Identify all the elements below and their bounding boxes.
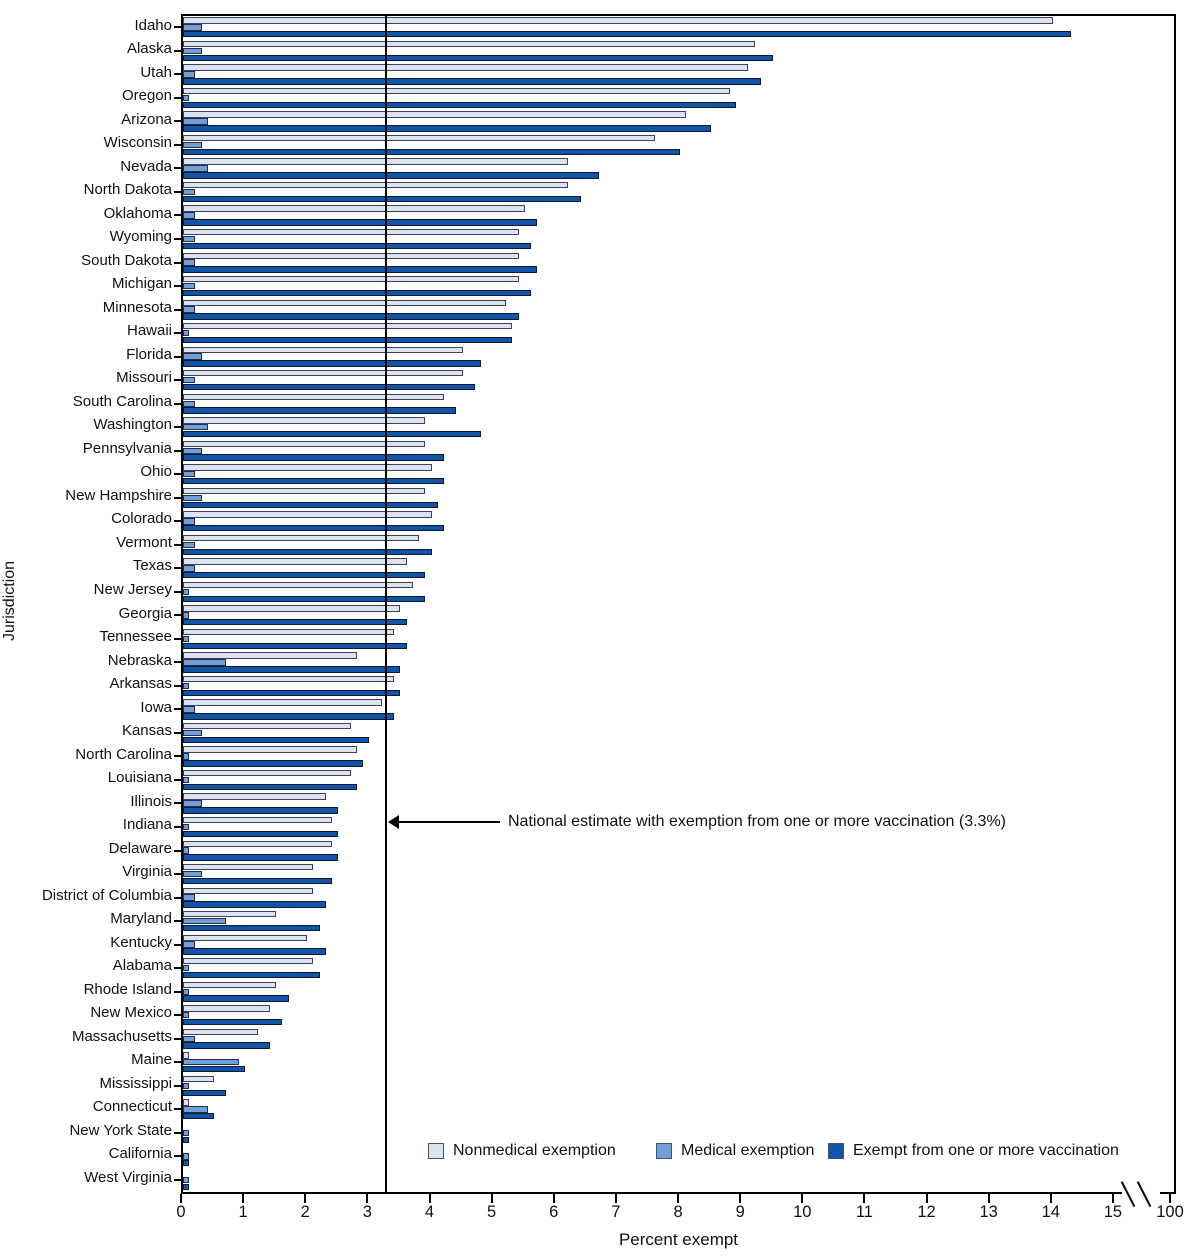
bar-nonmedical [183, 535, 419, 541]
bar-nonmedical [183, 629, 394, 635]
bar-nonmedical [183, 205, 525, 211]
y-tick-label: Minnesota [102, 298, 172, 316]
y-tick-label: Louisiana [107, 769, 172, 787]
y-tick-label: Idaho [134, 16, 172, 34]
bar-any [183, 854, 338, 860]
y-tick [174, 944, 181, 946]
y-tick-label: Delaware [108, 839, 172, 857]
x-tick [988, 1194, 990, 1203]
y-tick [174, 661, 181, 663]
bar-any [183, 784, 357, 790]
bar-any [183, 948, 326, 954]
bar-nonmedical [183, 229, 519, 235]
bar-nonmedical [183, 370, 463, 376]
bar-nonmedical [183, 253, 519, 259]
y-tick-label: Michigan [111, 275, 172, 293]
bar-any [183, 149, 680, 155]
bar-medical [183, 259, 195, 265]
x-tick [1050, 1194, 1052, 1203]
bar-nonmedical [183, 323, 512, 329]
y-tick-label: Vermont [116, 533, 172, 551]
bar-medical [183, 777, 189, 783]
x-tick-label: 6 [549, 1203, 559, 1221]
bar-nonmedical [183, 347, 463, 353]
bar-medical [183, 471, 195, 477]
bar-medical [183, 189, 195, 195]
y-tick-label: Maine [131, 1051, 172, 1069]
y-tick-label: Washington [93, 416, 172, 434]
bar-any [183, 478, 444, 484]
bar-any [183, 431, 481, 437]
bar-medical [183, 612, 189, 618]
y-tick-label: New Mexico [90, 1004, 172, 1022]
y-tick [174, 26, 181, 28]
bar-medical [183, 448, 202, 454]
bar-nonmedical [183, 88, 730, 94]
y-tick [174, 708, 181, 710]
bar-medical [183, 1130, 189, 1136]
legend-label: Nonmedical exemption [453, 1142, 616, 1159]
bar-medical [183, 1153, 189, 1159]
bar-any [183, 525, 444, 531]
x-tick [739, 1194, 741, 1203]
bar-any [183, 549, 432, 555]
y-tick [174, 356, 181, 358]
arrow-shaft [397, 821, 500, 823]
bar-any [183, 878, 332, 884]
bar-nonmedical [183, 1076, 214, 1082]
bar-medical [183, 941, 195, 947]
bar-nonmedical [183, 605, 400, 611]
bar-medical [183, 212, 195, 218]
legend-item-medical [656, 1142, 814, 1160]
y-tick-label: New Hampshire [65, 486, 172, 504]
bar-nonmedical [183, 135, 655, 141]
bar-nonmedical [183, 841, 332, 847]
bar-any [183, 972, 320, 978]
bar-nonmedical [183, 394, 444, 400]
y-tick-label: North Carolina [75, 745, 172, 763]
y-tick-label: South Carolina [72, 392, 172, 410]
y-tick [174, 332, 181, 334]
y-tick [174, 120, 181, 122]
bar-any [183, 619, 407, 625]
y-tick [174, 1179, 181, 1181]
y-tick [174, 732, 181, 734]
y-tick [174, 544, 181, 546]
y-tick [174, 826, 181, 828]
y-tick-label: Ohio [140, 463, 172, 481]
bar-medical [183, 71, 195, 77]
x-axis-title: Percent exempt [618, 1230, 739, 1249]
y-tick [174, 450, 181, 452]
bar-nonmedical [183, 1052, 189, 1058]
bar-medical [183, 306, 195, 312]
bar-any [183, 643, 407, 649]
bar-medical [183, 283, 195, 289]
bar-medical [183, 683, 189, 689]
bar-any [183, 1019, 282, 1025]
bar-medical [183, 518, 195, 524]
y-tick [174, 379, 181, 381]
x-tick-label: 5 [487, 1203, 497, 1221]
bar-any [183, 313, 519, 319]
bar-nonmedical [183, 1029, 258, 1035]
bar-nonmedical [183, 864, 313, 870]
y-tick [174, 50, 181, 52]
annotation-text: National estimate with exemption from one or more vaccination (3.3%) [508, 813, 1006, 830]
y-tick-label: Wyoming [109, 228, 172, 246]
bar-any [183, 31, 1071, 37]
y-tick [174, 238, 181, 240]
x-tick-label: 14 [1041, 1203, 1060, 1221]
y-tick [174, 1061, 181, 1063]
y-tick-label: Utah [140, 63, 172, 81]
bar-nonmedical [183, 64, 748, 70]
x-tick [1169, 1194, 1171, 1203]
y-tick [174, 1108, 181, 1110]
y-tick [174, 520, 181, 522]
legend-item-nonmedical [428, 1142, 616, 1160]
bar-medical [183, 659, 226, 665]
y-tick-label: Mississippi [99, 1074, 172, 1092]
bar-any [183, 1042, 270, 1048]
y-tick [174, 897, 181, 899]
bar-medical [183, 401, 195, 407]
y-tick-label: Nevada [120, 157, 172, 175]
x-tick-label: 11 [855, 1203, 873, 1221]
y-tick-label: Alaska [126, 40, 172, 58]
bar-any [183, 78, 761, 84]
national-estimate-reference-line [385, 14, 387, 1194]
bar-nonmedical [183, 511, 432, 517]
bar-nonmedical [183, 958, 313, 964]
bar-any [183, 102, 736, 108]
bar-any [183, 737, 369, 743]
bar-medical [183, 424, 208, 430]
x-tick-label: 15 [1103, 1203, 1123, 1221]
bar-nonmedical [183, 911, 276, 917]
x-tick-label: 12 [917, 1203, 936, 1221]
bar-nonmedical [183, 1099, 189, 1105]
bar-any [183, 243, 531, 249]
bar-medical [183, 965, 189, 971]
y-tick [174, 1038, 181, 1040]
bar-medical [183, 1177, 189, 1183]
bar-medical [183, 589, 189, 595]
bar-any [183, 55, 773, 61]
bar-medical [183, 495, 202, 501]
x-tick [801, 1194, 803, 1203]
bar-nonmedical [183, 935, 307, 941]
y-tick [174, 1132, 181, 1134]
y-tick [174, 285, 181, 287]
y-tick-label: Kansas [121, 722, 172, 740]
bar-any [183, 760, 363, 766]
y-tick [174, 426, 181, 428]
bar-medical [183, 918, 226, 924]
bar-medical [183, 824, 189, 830]
bar-nonmedical [183, 888, 313, 894]
bar-nonmedical [183, 770, 351, 776]
y-tick-label: Massachusetts [71, 1027, 172, 1045]
x-tick-label: 3 [362, 1203, 372, 1221]
x-tick [615, 1194, 617, 1203]
x-tick-label: 4 [424, 1203, 435, 1221]
y-tick-label: Virginia [122, 863, 172, 881]
bar-medical [183, 1012, 189, 1018]
bar-medical [183, 730, 202, 736]
y-tick [174, 802, 181, 804]
bar-any [183, 1066, 245, 1072]
bar-medical [183, 636, 189, 642]
y-tick [174, 685, 181, 687]
bar-any [183, 502, 438, 508]
bar-medical [183, 165, 208, 171]
bar-nonmedical [183, 746, 357, 752]
legend-item-any-exemption [828, 1142, 1119, 1160]
medical-swatch-icon [656, 1143, 672, 1159]
bar-nonmedical [183, 793, 326, 799]
y-tick [174, 1085, 181, 1087]
bar-any [183, 337, 512, 343]
y-tick [174, 991, 181, 993]
bar-medical [183, 353, 202, 359]
y-tick-label: Wisconsin [103, 134, 172, 152]
x-tick-label: 100 [1156, 1203, 1184, 1221]
y-tick [174, 1014, 181, 1016]
bar-any [183, 384, 475, 390]
bar-any [183, 407, 456, 413]
bar-nonmedical [183, 982, 276, 988]
x-tick-label: 2 [300, 1203, 310, 1221]
y-tick [174, 638, 181, 640]
y-tick-label: Indiana [122, 816, 172, 834]
bar-any [183, 690, 400, 696]
bar-nonmedical [183, 300, 506, 306]
y-tick [174, 191, 181, 193]
bar-nonmedical [183, 558, 407, 564]
plot-area [181, 14, 1176, 1194]
bar-any [183, 196, 581, 202]
y-tick [174, 1155, 181, 1157]
x-tick [863, 1194, 865, 1203]
y-tick [174, 167, 181, 169]
bar-nonmedical [183, 111, 686, 117]
bar-nonmedical [183, 464, 432, 470]
x-tick [677, 1194, 679, 1203]
bar-any [183, 1160, 189, 1166]
bar-any [183, 713, 394, 719]
bar-any [183, 807, 338, 813]
y-tick [174, 144, 181, 146]
bar-any [183, 596, 425, 602]
bar-nonmedical [183, 276, 519, 282]
y-tick-label: Rhode Island [83, 980, 172, 998]
y-tick [174, 873, 181, 875]
y-tick [174, 309, 181, 311]
y-tick [174, 614, 181, 616]
bar-medical [183, 1083, 189, 1089]
y-tick-label: Georgia [118, 604, 172, 622]
bar-nonmedical [183, 582, 413, 588]
x-tick [366, 1194, 368, 1203]
y-tick [174, 73, 181, 75]
x-tick [242, 1194, 244, 1203]
bar-medical [183, 1059, 239, 1065]
x-tick [553, 1194, 555, 1203]
bar-any [183, 172, 599, 178]
y-tick-label: Maryland [110, 910, 172, 928]
y-tick-label: West Virginia [84, 1168, 172, 1186]
x-tick-label: 7 [611, 1203, 621, 1221]
y-tick-label: Pennsylvania [82, 439, 172, 457]
x-tick-label: 0 [176, 1203, 186, 1221]
bar-any [183, 572, 425, 578]
x-tick [491, 1194, 493, 1203]
y-tick-label: Texas [132, 557, 172, 575]
y-tick-label: New Jersey [93, 580, 172, 598]
x-tick-label: 13 [979, 1203, 998, 1221]
y-tick-label: Arkansas [109, 675, 172, 693]
y-tick-label: Alabama [112, 957, 172, 975]
bar-medical [183, 24, 202, 30]
y-tick-label: Oklahoma [103, 204, 172, 222]
y-tick [174, 262, 181, 264]
bar-any [183, 995, 289, 1001]
x-tick [180, 1194, 182, 1203]
bar-medical [183, 753, 189, 759]
bar-nonmedical [183, 817, 332, 823]
y-axis-title: Jurisdiction [1, 560, 18, 642]
bar-any [183, 360, 481, 366]
y-tick-label: Hawaii [126, 322, 172, 340]
y-tick [174, 473, 181, 475]
bar-nonmedical [183, 1005, 270, 1011]
x-tick-label: 1 [238, 1203, 248, 1221]
x-tick-label: 10 [793, 1203, 812, 1221]
bar-medical [183, 95, 189, 101]
bar-medical [183, 800, 202, 806]
bar-nonmedical [183, 723, 351, 729]
y-tick-label: Illinois [130, 792, 172, 810]
bar-medical [183, 871, 202, 877]
x-tick-label: 9 [735, 1203, 745, 1221]
bar-nonmedical [183, 441, 425, 447]
bar-any [183, 290, 531, 296]
y-tick [174, 779, 181, 781]
y-tick-label: New York State [69, 1121, 172, 1139]
x-tick [429, 1194, 431, 1203]
x-tick [926, 1194, 928, 1203]
bar-medical [183, 48, 202, 54]
y-tick-label: Iowa [140, 698, 172, 716]
bar-medical [183, 1036, 195, 1042]
y-tick-label: Connecticut [92, 1098, 172, 1116]
bar-medical [183, 847, 189, 853]
bar-medical [183, 989, 189, 995]
bar-any [183, 125, 711, 131]
y-tick [174, 497, 181, 499]
y-tick-label: North Dakota [83, 181, 172, 199]
x-tick [1112, 1194, 1114, 1203]
x-tick [304, 1194, 306, 1203]
y-tick-label: Tennessee [99, 628, 172, 646]
bar-medical [183, 565, 195, 571]
bar-medical [183, 894, 195, 900]
bar-any [183, 1090, 226, 1096]
bar-medical [183, 118, 208, 124]
bar-nonmedical [183, 41, 755, 47]
bar-medical [183, 236, 195, 242]
bar-nonmedical [183, 17, 1053, 23]
bar-nonmedical [183, 182, 568, 188]
y-tick [174, 97, 181, 99]
bar-any [183, 1113, 214, 1119]
y-tick-label: Florida [126, 345, 172, 363]
y-tick-label: California [108, 1145, 172, 1163]
y-tick [174, 920, 181, 922]
y-tick-label: Kentucky [110, 933, 172, 951]
bar-any [183, 925, 320, 931]
bar-medical [183, 142, 202, 148]
nonmedical-swatch-icon [428, 1143, 444, 1159]
y-tick [174, 591, 181, 593]
y-tick-label: Arizona [121, 110, 172, 128]
bar-nonmedical [183, 158, 568, 164]
legend-label: Exempt from one or more vaccination [853, 1142, 1119, 1159]
legend-label: Medical exemption [681, 1142, 815, 1159]
bar-any [183, 1137, 189, 1143]
bar-nonmedical [183, 488, 425, 494]
y-tick [174, 567, 181, 569]
any-exemption-swatch-icon [828, 1143, 844, 1159]
bar-nonmedical [183, 699, 382, 705]
y-tick [174, 850, 181, 852]
bar-medical [183, 330, 189, 336]
y-tick-label: Nebraska [107, 651, 172, 669]
bar-any [183, 831, 338, 837]
bar-nonmedical [183, 652, 357, 658]
y-tick [174, 403, 181, 405]
x-tick-label: 8 [673, 1203, 683, 1221]
y-tick-label: District of Columbia [41, 886, 172, 904]
y-tick [174, 967, 181, 969]
bar-nonmedical [183, 676, 394, 682]
bar-any [183, 666, 400, 672]
y-tick [174, 755, 181, 757]
y-tick-label: Missouri [116, 369, 172, 387]
bar-any [183, 266, 537, 272]
bar-nonmedical [183, 417, 425, 423]
bar-any [183, 219, 537, 225]
bar-medical [183, 1106, 208, 1112]
y-tick-label: Colorado [111, 510, 172, 528]
y-tick-label: Oregon [121, 87, 172, 105]
bar-medical [183, 706, 195, 712]
bar-any [183, 1184, 189, 1190]
bar-any [183, 454, 444, 460]
bar-medical [183, 542, 195, 548]
y-tick [174, 214, 181, 216]
bar-medical [183, 377, 195, 383]
y-tick-label: South Dakota [81, 251, 172, 269]
bar-any [183, 901, 326, 907]
